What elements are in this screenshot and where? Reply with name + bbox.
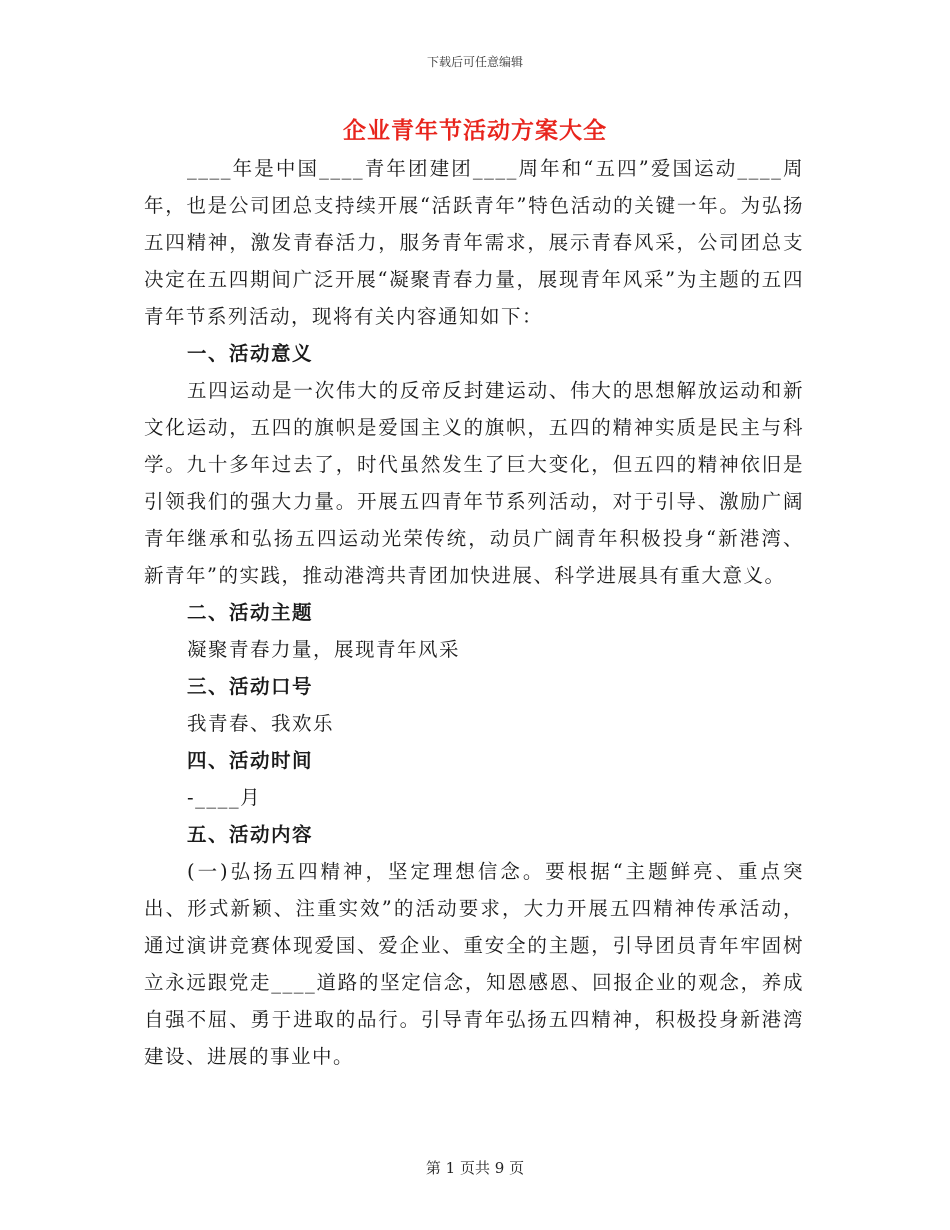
- section-heading-time: 四、活动时间: [187, 749, 314, 772]
- significance-paragraph: 五四运动是一次伟大的反帝反封建运动、伟大的思想解放运动和新文化运动，五四的旗帜是爱国主义的旗帜，五四的精神实质是民主与科学。九十多年过去了，时代虽然发生了巨大变化，但五四的精神依旧是引领我们的强大力量。开展五四青年节系列活动，对于引导、激励广阔青年继承和弘扬五四运动光荣传统，动员广阔青年积极投身“新港湾、新青年”的实践，推动港湾共青团加快进展、科学进展具有重大意义。: [144, 379, 804, 587]
- section-heading-slogan: 三、活动口号: [187, 675, 314, 698]
- time-paragraph: -____月: [187, 786, 262, 809]
- content-paragraph-1: (一)弘扬五四精神，坚定理想信念。要根据“主题鲜亮、重点突出、形式新颖、注重实效”的活动要求，大力开展五四精神传承活动，通过演讲竞赛体现爱国、爱企业、重安全的主题，引导团员青年牢固树立永远跟党走____道路的坚定信念，知恩感恩、回报企业的观念，养成自强不屈、勇于进取的品行。引导青年弘扬五四精神，积极投身新港湾建设、进展的事业中。: [144, 860, 804, 1068]
- header-note: 下载后可任意编辑: [426, 55, 523, 69]
- slogan-paragraph: 我青春、我欢乐: [187, 712, 335, 735]
- section-heading-significance: 一、活动意义: [187, 342, 314, 365]
- document-body: [144, 150, 804, 1075]
- theme-paragraph: 凝聚青春力量，展现青年风采: [187, 638, 461, 661]
- page-footer: 第 1 页共 9 页: [425, 1159, 525, 1177]
- section-heading-content: 五、活动内容: [187, 823, 314, 846]
- intro-paragraph: ____年是中国____青年团建团____周年和“五四”爱国运动____周年，也是公司团总支持续开展“活跃青年”特色活动的关键一年。为弘扬五四精神，激发青春活力，服务青年需求，展示青春风采，公司团总支决定在五四期间广泛开展“凝聚青春力量，展现青年风采”为主题的五四青年节系列活动，现将有关内容通知如下：: [144, 157, 804, 328]
- document-title: 企业青年节活动方案大全: [343, 117, 607, 144]
- section-heading-theme: 二、活动主题: [187, 601, 314, 624]
